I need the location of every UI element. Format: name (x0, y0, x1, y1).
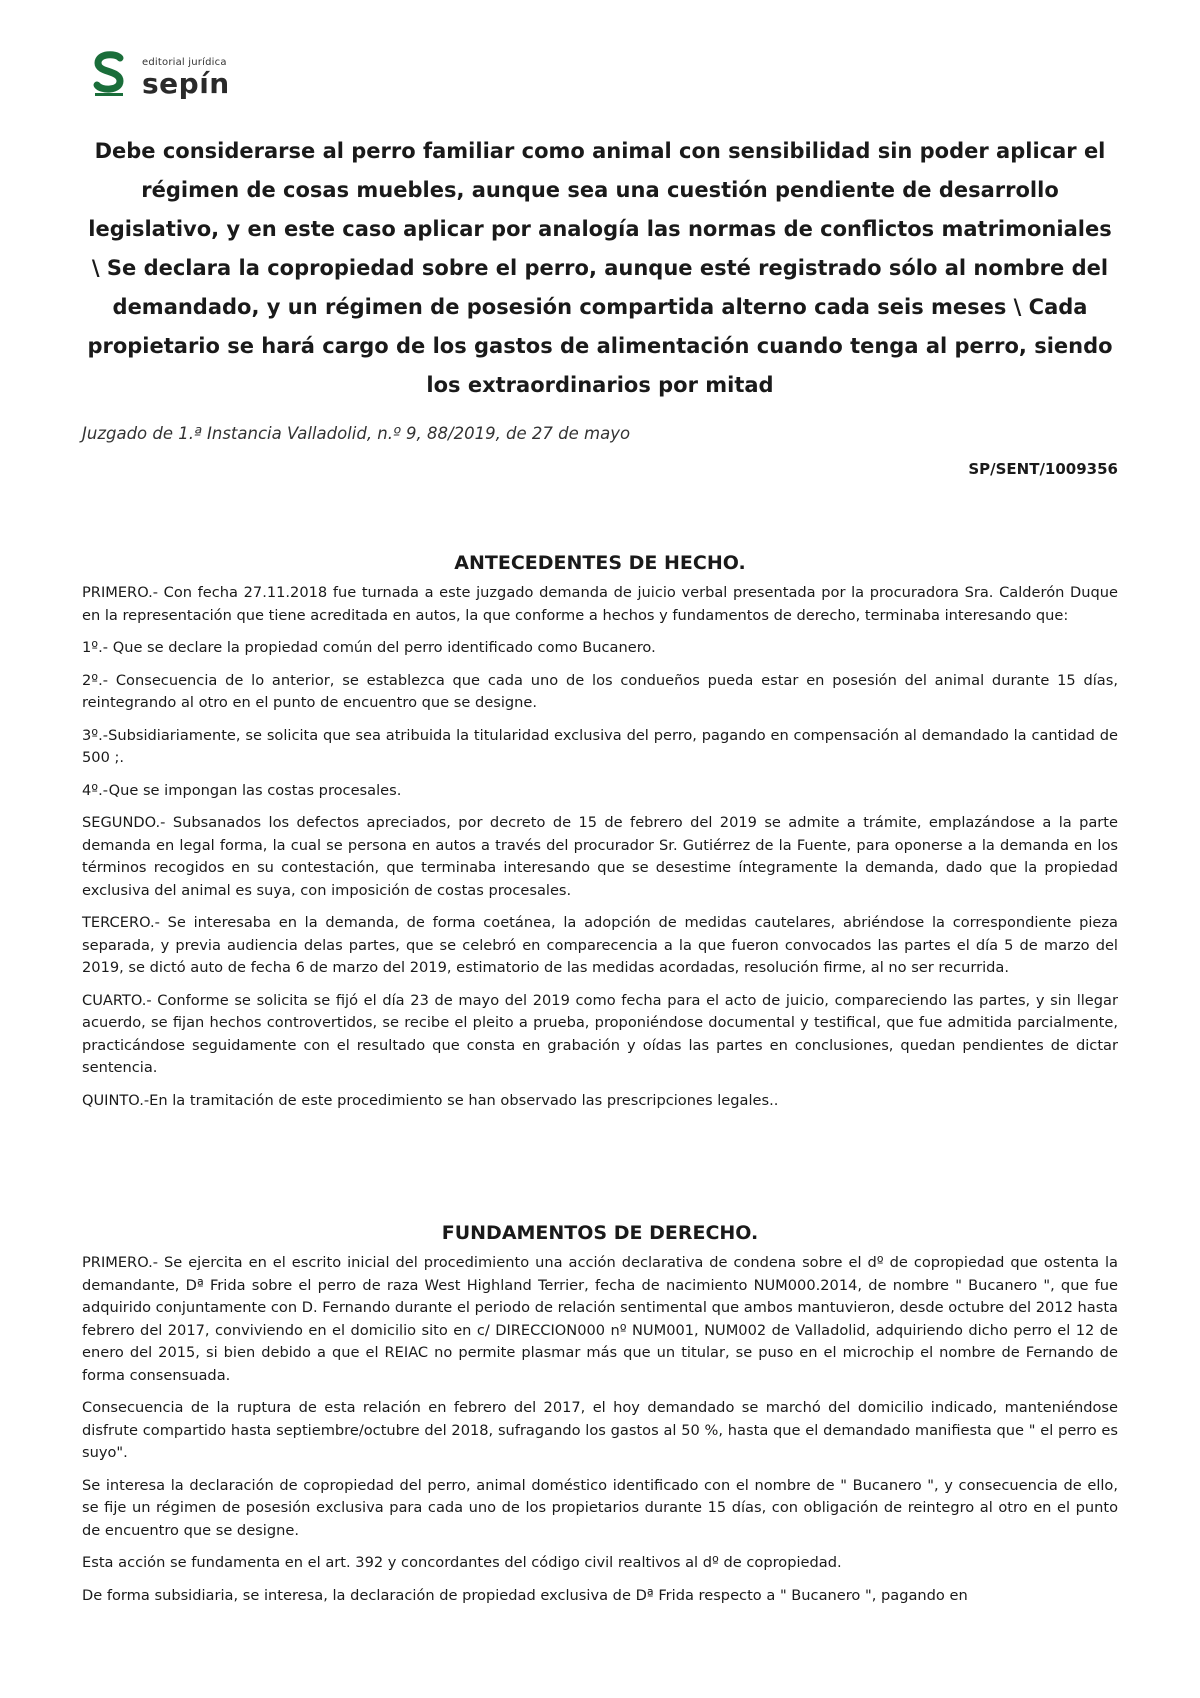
paragraph: CUARTO.- Conforme se solicita se fijó el día 23 de mayo del 2019 como fecha para el acto de juicio, compareciendo las partes, y sin llegar acuerdo, se fijan hechos controvertidos, se recibe el pleito a prueba, proponiéndose documental y testifical, que fue admitida parcialmente, practicándose seguidamente con el resultado que consta en grabación y oídas las partes en conclusiones, quedan pendientes de dictar sentencia. (82, 991, 1118, 1076)
section-antecedentes (82, 552, 1118, 1122)
paragraph: 3º.-Subsidiariamente, se solicita que sea atribuida la titularidad exclusiva del perro, pagando en compensación al demandado la cantidad de 500 ;. (82, 726, 1118, 766)
paragraph: TERCERO.- Se interesaba en la demanda, de forma coetánea, la adopción de medidas cautelares, abriéndose la correspondiente pieza separada, y previa audiencia delas partes, que se celebró en comparecencia a la que fueron convocados las partes el día 5 de marzo del 2019, se dictó auto de fecha 6 de marzo del 2019, estimatorio de las medidas acordadas, resolución firme, al no ser recurrida. (82, 914, 1118, 976)
paragraph: 1º.- Que se declare la propiedad común del perro identificado como Bucanero. (82, 639, 656, 656)
paragraph: SEGUNDO.- Subsanados los defectos apreciados, por decreto de 15 de febrero del 2019 se admite a trámite, emplazándose a la parte demanda en legal forma, la cual se persona en autos a través del procurador Sr. Gutiérrez de la Fuente, para oponerse a la demanda en los términos recogidos en su contestación, que terminaba interesando que se desestime íntegramente la demanda, dado que la propiedad exclusiva del animal es suya, con imposición de costas procesales. (82, 814, 1118, 899)
section-heading: FUNDAMENTOS DE DERECHO. (441, 1222, 759, 1244)
paragraph: Se interesa la declaración de copropiedad del perro, animal doméstico identificado con el nombre de " Bucanero ", y consecuencia de ello, se fije un régimen de posesión exclusiva para cada uno de los propietarios durante 15 días, con obligación de reintegro al otro en el punto de encuentro que se designe. (82, 1476, 1118, 1539)
section-heading: ANTECEDENTES DE HECHO. (454, 552, 746, 574)
sepin-s-icon (92, 50, 126, 98)
paragraph: PRIMERO.- Se ejercita en el escrito inicial del procedimiento una acción declarativa de condena sobre el dº de copropiedad que ostenta la demandante, Dª Frida sobre el perro de raza West Highland Terrier, fecha de nacimiento NUM000.2014, de nombre " Bucanero ", que fue adquirido conjuntamente con D. Fernando durante el periodo de relación sentimental que ambos mantuvieron, desde octubre del 2012 hasta febrero del 2017, conviviendo en el domicilio sito en c/ DIRECCION000 nº NUM001, NUM002 de Valladolid, adquiriendo dicho perro el 12 de enero del 2015, si bien debido a que el REIAC no permite plasmar más que un titular, se puso en el microchip el nombre de Fernando de forma consensuada. (82, 1254, 1118, 1384)
paragraph: 2º.- Consecuencia de lo anterior, se establezca que cada uno de los condueños pueda estar en posesión del animal durante 15 días, reintegrando al otro en el punto de encuentro que se designe. (82, 671, 1118, 711)
logo-name: sepín (142, 67, 230, 100)
paragraph: QUINTO.-En la tramitación de este procedimiento se han observado las prescripciones legales.. (82, 1091, 779, 1109)
court-citation: Juzgado de 1.ª Instancia Valladolid, n.º 9, 88/2019, de 27 de mayo (82, 424, 631, 443)
paragraph: Consecuencia de la ruptura de esta relación en febrero del 2017, el hoy demandado se marchó del domicilio indicado, manteniéndose disfrute compartido hasta septiembre/octubre del 2018, sufragando los gastos al 50 %, hasta que el demandado manifiesta que " el perro es suyo". (82, 1399, 1118, 1461)
paragraph: Esta acción se fundamenta en el art. 392 y concordantes del código civil realtivos al dº de copropiedad. (82, 1554, 842, 1571)
paragraph: 4º.-Que se impongan las costas procesales. (82, 781, 402, 799)
reference-number: SP/SENT/1009356 (968, 460, 1118, 478)
sepin-logo (92, 50, 230, 98)
document-title: Debe considerarse al perro familiar como animal con sensibilidad sin poder aplicar el régimen de cosas muebles, aunque sea una cuestión pendiente de desarrollo legislativo, y en este caso aplicar por analogía las normas de conflictos matrimoniales \ Se declara la copropiedad sobre el perro, aunque esté registrado sólo al nombre del demandado, y un régimen de posesión compartida alterno cada seis meses \ Cada propietario se hará cargo de los gastos de alimentación cuando tenga al perro, siendo los extraordinarios por mitad (87, 139, 1113, 397)
paragraph: PRIMERO.- Con fecha 27.11.2018 fue turnada a este juzgado demanda de juicio verbal presentada por la procuradora Sra. Calderón Duque en la representación que tiene acreditada en autos, la que conforme a hechos y fundamentos de derecho, terminaba interesando que: (82, 584, 1118, 624)
logo-subtitle: editorial jurídica (142, 57, 227, 68)
paragraph: De forma subsidiaria, se interesa, la declaración de propiedad exclusiva de Dª Frida respecto a " Bucanero ", pagando en (82, 1586, 968, 1604)
section-fundamentos (82, 1222, 1118, 1617)
